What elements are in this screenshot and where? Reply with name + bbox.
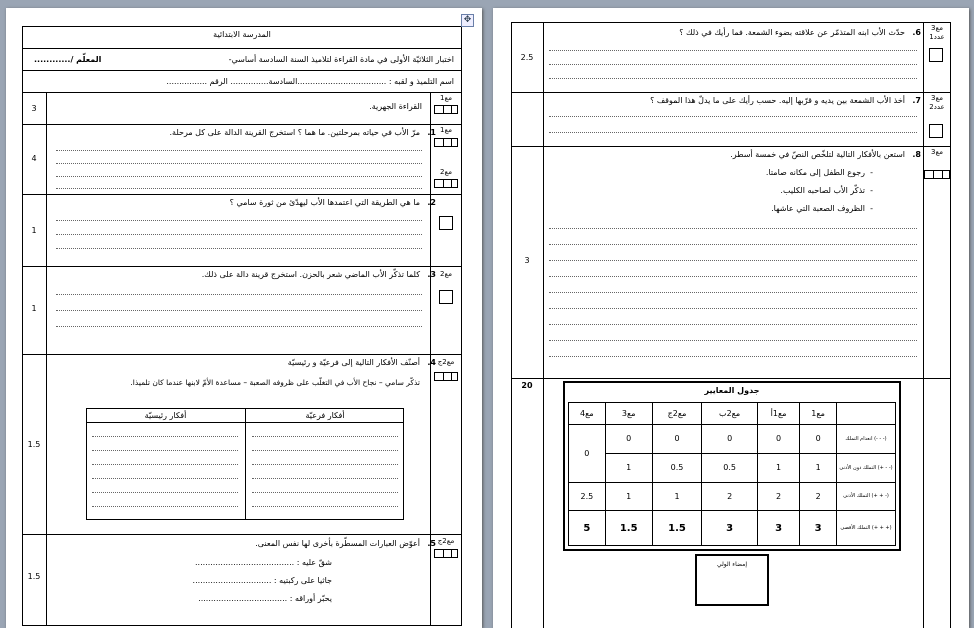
grade-box[interactable] bbox=[439, 290, 453, 304]
score-8: 3 bbox=[524, 256, 530, 265]
criteria-title: جدول المعايير bbox=[704, 386, 760, 395]
criterion-ref-6b: عدد1 bbox=[929, 33, 945, 41]
q5-item: جاثيا على ركبتيه : ............................... bbox=[192, 576, 332, 585]
score-6: 2.5 bbox=[520, 53, 534, 62]
grading-boxes[interactable] bbox=[434, 179, 458, 188]
criteria-header: مع2ج bbox=[652, 403, 702, 425]
criterion-ref-8: مع3 bbox=[931, 148, 943, 156]
exam-title: اختبار الثلاثيّة الأولى في مادة القراءة لتلاميذ السنة السادسة أساسي- bbox=[228, 55, 454, 64]
criteria-header: مع1أ bbox=[757, 403, 799, 425]
criteria-cell: 2 bbox=[800, 482, 837, 511]
criteria-cell: 2 bbox=[702, 482, 758, 511]
teacher-label: المعلّم /............ bbox=[34, 55, 102, 64]
criterion-ref-1b: مع2 bbox=[440, 168, 452, 176]
criteria-cell: 0 bbox=[800, 425, 837, 454]
student-name-line: اسم التلميذ و لقبه : ...................................السادسة............... الرقم ................ bbox=[166, 77, 454, 86]
score-2: 1 bbox=[31, 226, 37, 235]
row-label: التملك الأدنى (+ + -) bbox=[837, 482, 896, 511]
score-4: 1.5 bbox=[27, 440, 41, 449]
q4-ideas: تذكّر سامي – نجاح الأب في التغلّب على ظروفه الصعبة – مساعدة الأمّ لابنها عندما كان تلميذا. bbox=[130, 378, 420, 387]
criterion-ref-3: مع2 bbox=[440, 270, 452, 278]
criteria-cell: 2.5 bbox=[569, 482, 606, 511]
q5-number: 5. bbox=[427, 539, 436, 548]
criterion-ref-7: مع3 bbox=[931, 94, 943, 102]
score-3: 1 bbox=[31, 304, 37, 313]
grading-boxes[interactable] bbox=[434, 549, 458, 558]
q5-item: يحبّر أوراقه : ................................... bbox=[198, 594, 332, 603]
q1-text: مرّ الأب في حياته بمرحلتين. ما هما ؟ استخرج القرينة الدالة على كل مرحلة. bbox=[169, 128, 420, 137]
q7-text: أخذ الأب الشمعة بين يديه و قرّبها إليه. حسب رأيك على ما يدلّ هذا الموقف ؟ bbox=[650, 96, 905, 105]
criterion-ref-6: مع3 bbox=[931, 24, 943, 32]
exam-page-right bbox=[493, 8, 969, 628]
criteria-header: مع2ب bbox=[702, 403, 758, 425]
score-1: 4 bbox=[31, 154, 37, 163]
criteria-cell: 1 bbox=[605, 453, 652, 482]
grading-boxes[interactable] bbox=[924, 170, 950, 179]
criteria-cell: 2 bbox=[757, 482, 799, 511]
criterion-ref-7b: عدد2 bbox=[929, 103, 945, 111]
criteria-cell: 0 bbox=[605, 425, 652, 454]
col-sub-ideas: أفكار فرعيّة bbox=[305, 411, 345, 420]
col-main-ideas: أفكار رئيسيّة bbox=[144, 411, 187, 420]
criterion-ref-4: مع2ج bbox=[437, 358, 455, 366]
criteria-cell: 0 bbox=[652, 425, 702, 454]
criteria-cell: 1 bbox=[605, 482, 652, 511]
row-label: التملك الأقصى (+ + +) bbox=[837, 511, 896, 546]
q4-number: 4. bbox=[427, 358, 436, 367]
q3-text: كلما تذكّر الأب الماضي شعر بالحزن. استخرج قرينة دالة على ذلك. bbox=[201, 270, 420, 279]
q5-item: شقّ عليه : ....................................... bbox=[195, 558, 332, 567]
q8-bullet: - رجوع الطفل إلى مكانه صامتا. bbox=[765, 168, 873, 177]
criteria-cell: 3 bbox=[800, 511, 837, 546]
criteria-cell: 3 bbox=[702, 511, 758, 546]
criterion-ref-5: مع2ج bbox=[437, 537, 455, 545]
q8-bullet: - الظروف الصعبة التي عاشها. bbox=[771, 204, 873, 213]
score-5: 1.5 bbox=[27, 572, 41, 581]
q6-number: 6. bbox=[912, 28, 921, 37]
criterion-ref-0: مع1 bbox=[440, 94, 452, 102]
criteria-cell: 0.5 bbox=[652, 453, 702, 482]
school-name: المدرسة الابتدائية bbox=[213, 30, 271, 39]
section-0-text: القراءة الجهرية. bbox=[369, 102, 422, 111]
criteria-cell: 1.5 bbox=[652, 511, 702, 546]
exam-page-left bbox=[6, 8, 482, 628]
criterion-ref-1: مع1 bbox=[440, 126, 452, 134]
q8-number: 8. bbox=[912, 150, 921, 159]
grading-boxes[interactable] bbox=[434, 105, 458, 114]
q4-text: أصنّف الأفكار التالية إلى فرعيّة و رئيسيّة bbox=[287, 358, 420, 367]
criteria-cell: 0.5 bbox=[702, 453, 758, 482]
criteria-cell: 3 bbox=[757, 511, 799, 546]
grade-box[interactable] bbox=[439, 216, 453, 230]
criteria-cell: 1 bbox=[757, 453, 799, 482]
row-label: انعدام التملك (- - -) bbox=[837, 425, 896, 454]
criteria-header: مع3 bbox=[605, 403, 652, 425]
q6-text: حدّث الأب ابنه المتذمّر عن علاقته بضوء الشمعة. فما رأيك في ذلك ؟ bbox=[679, 28, 905, 37]
q8-bullet: - تذكّر الأب لصاحبه الكليب. bbox=[780, 186, 873, 195]
criteria-header: مع1 bbox=[800, 403, 837, 425]
q5-text: أعوّض العبارات المسطّرة بأخرى لها نفس المعنى. bbox=[255, 539, 420, 548]
q2-text: ما هي الطريقة التي اعتمدها الأب ليهدّئ من ثورة سامي ؟ bbox=[229, 198, 420, 207]
criteria-cell: 5 bbox=[569, 511, 606, 546]
grading-boxes[interactable] bbox=[434, 372, 458, 381]
criteria-cell: 1 bbox=[800, 453, 837, 482]
criteria-cell: 1 bbox=[652, 482, 702, 511]
grade-box[interactable] bbox=[929, 48, 943, 62]
q8-text: استعن بالأفكار التالية لتلخّص النصّ في خمسة أسطر. bbox=[730, 150, 905, 159]
score-0: 3 bbox=[31, 104, 37, 113]
row-label: التملك دون الأدنى (+ - -) bbox=[837, 453, 896, 482]
criteria-grid bbox=[568, 402, 896, 546]
criteria-cell: 0 bbox=[757, 425, 799, 454]
criteria-header: مع4 bbox=[569, 403, 606, 425]
criteria-cell: 1.5 bbox=[605, 511, 652, 546]
table-move-handle-icon[interactable]: ✥ bbox=[461, 14, 474, 27]
q7-number: 7. bbox=[912, 96, 921, 105]
criteria-cell: 0 bbox=[702, 425, 758, 454]
q2-number: 2. bbox=[427, 198, 436, 207]
grade-box[interactable] bbox=[929, 124, 943, 138]
total-score: 20 bbox=[521, 381, 533, 390]
criteria-cell: 0 bbox=[569, 425, 606, 483]
grading-boxes[interactable] bbox=[434, 138, 458, 147]
signature-label: إمضاء الولي bbox=[716, 561, 748, 568]
q3-number: 3. bbox=[427, 270, 436, 279]
q1-number: 1. bbox=[427, 128, 436, 137]
